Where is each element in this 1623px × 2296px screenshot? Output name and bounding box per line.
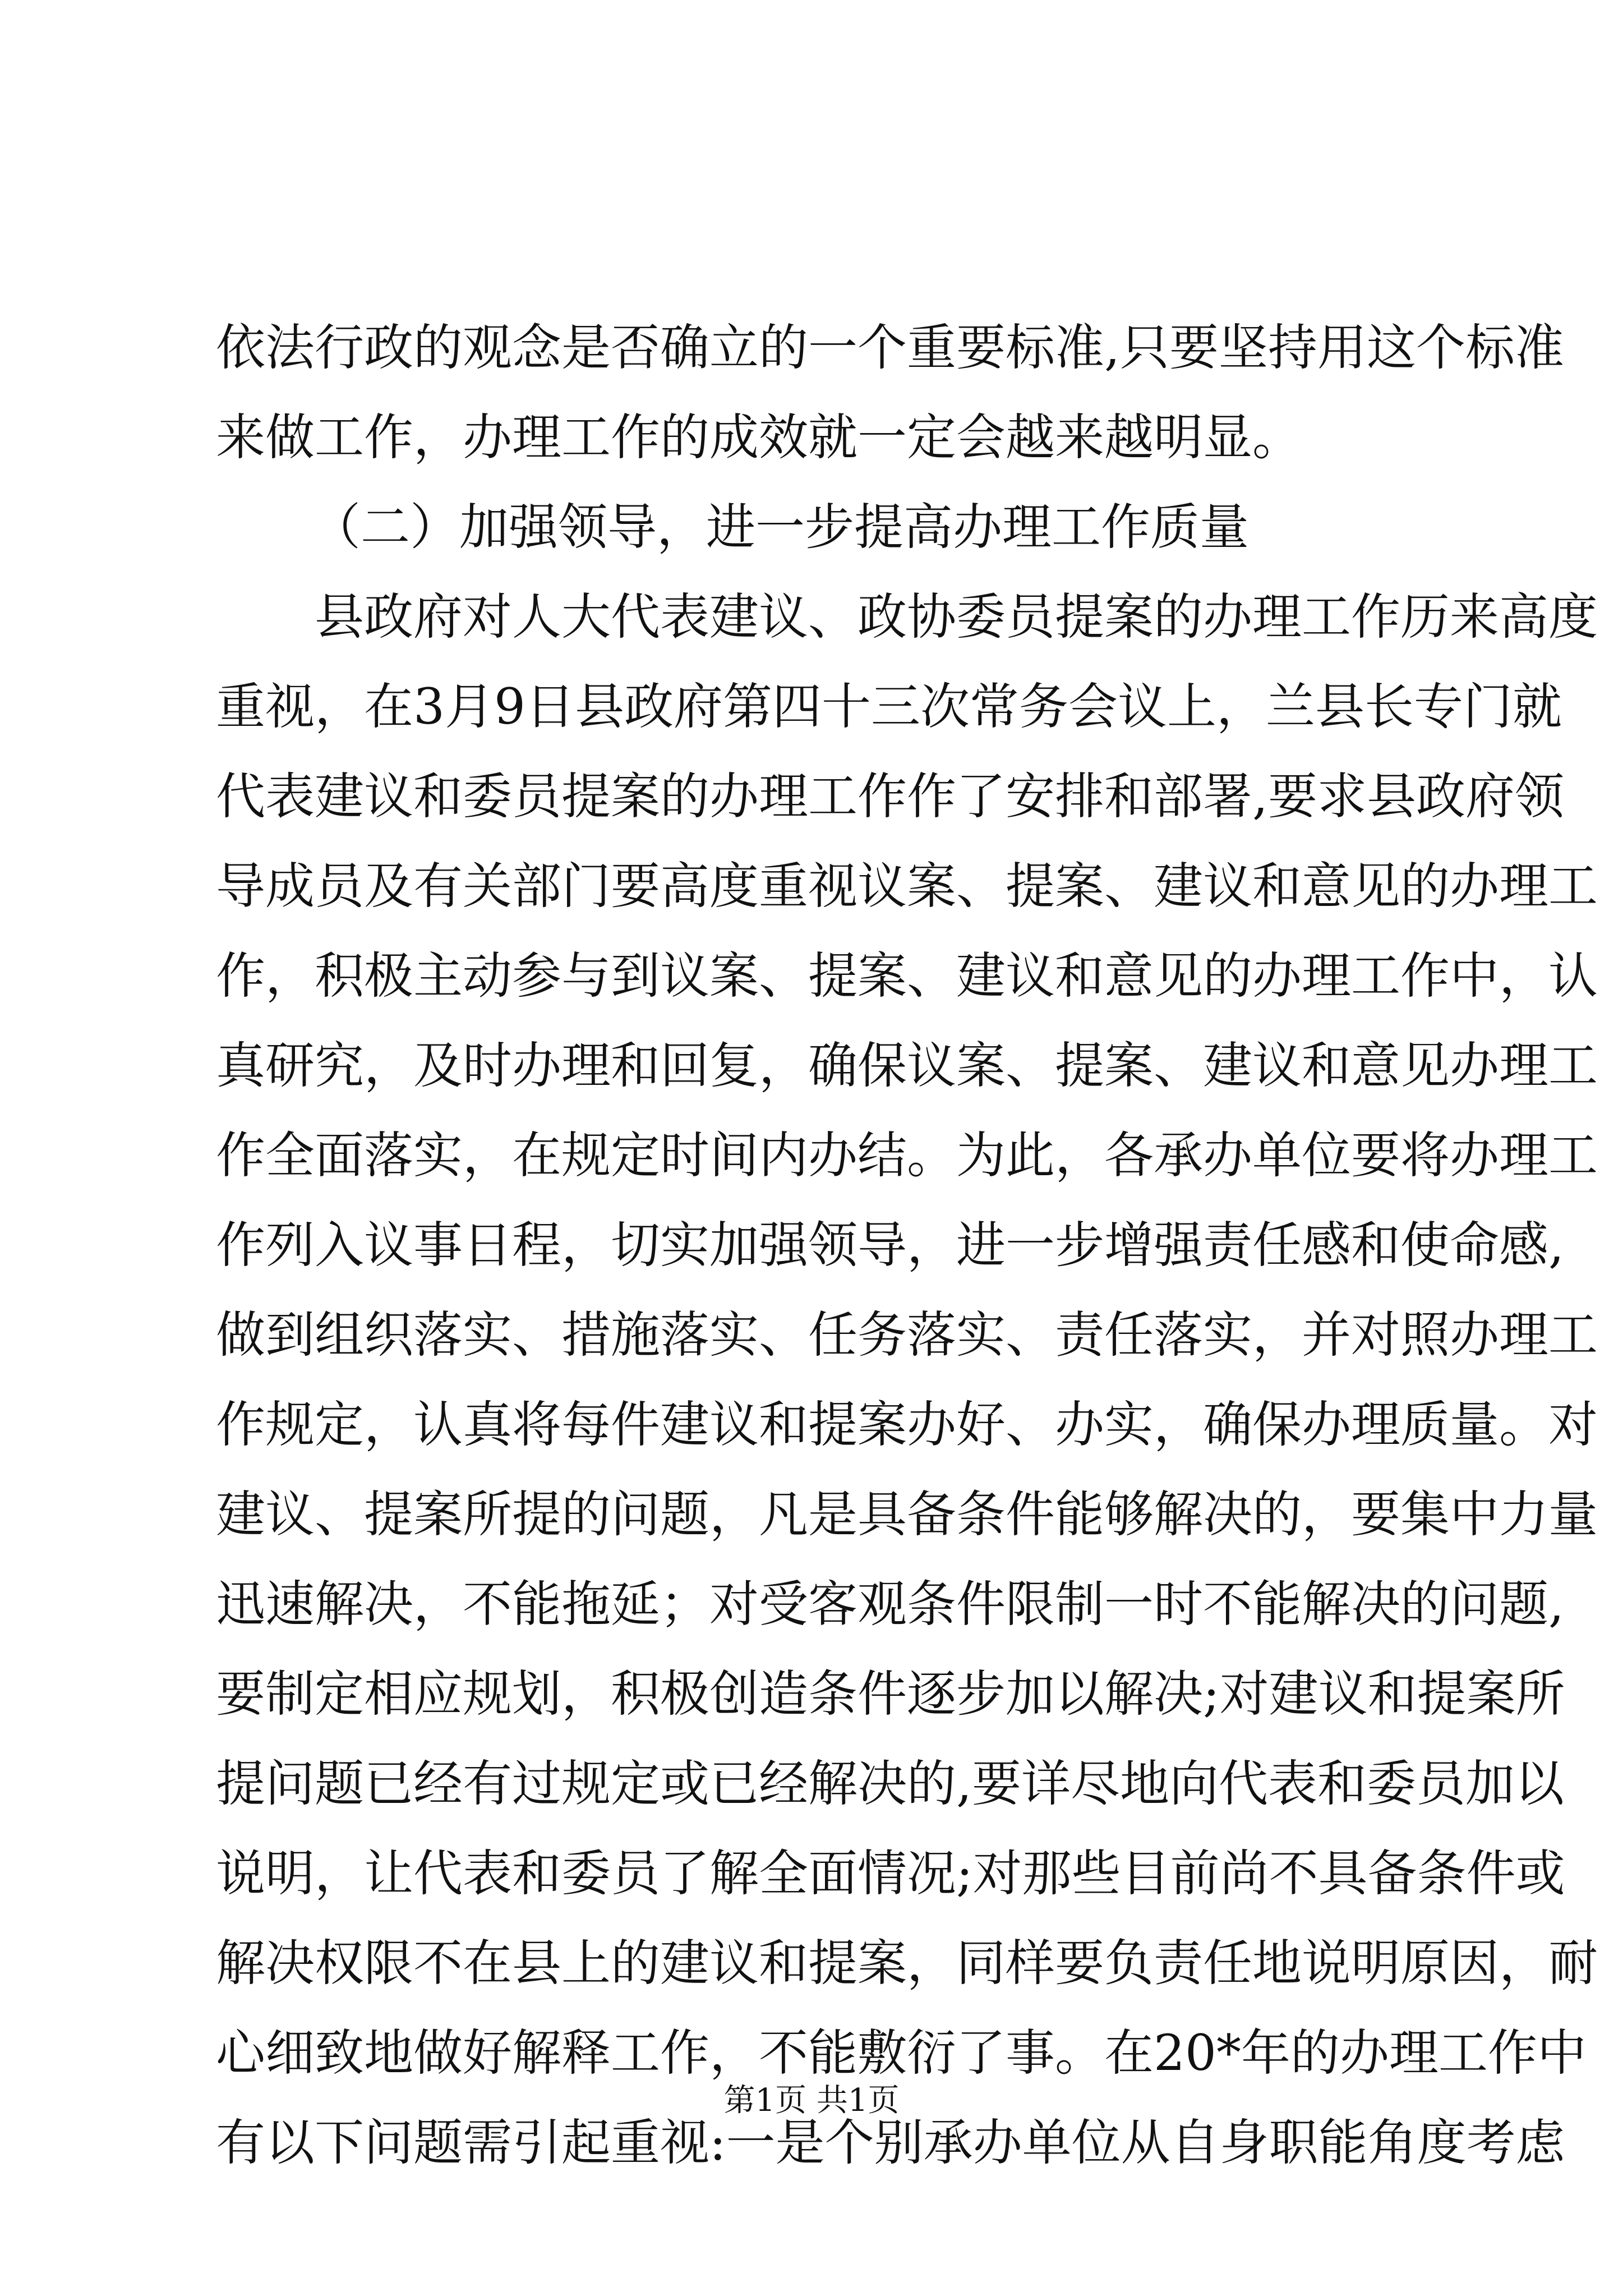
text-line: 依法行政的观念是否确立的一个重要标准,只要坚持用这个标准 xyxy=(216,319,1564,376)
text-line: 提问题已经有过规定或已经解决的,要详尽地向代表和委员加以 xyxy=(216,1755,1564,1812)
text-line: 做到组织落实、措施落实、任务落实、责任落实，并对照办理工 xyxy=(216,1306,1598,1364)
text-line: 有以下问题需引起重视:一是个别承办单位从自身职能角度考虑 xyxy=(216,2114,1565,2171)
text-line: 解决权限不在县上的建议和提案，同样要负责任地说明原因，耐 xyxy=(216,1934,1598,1992)
text-line: 真研究，及时办理和回复，确保议案、提案、建议和意见办理工 xyxy=(216,1037,1598,1094)
text-line: 建议、提案所提的问题，凡是具备条件能够解决的，要集中力量 xyxy=(216,1485,1598,1543)
text-line: 说明，让代表和委员了解全面情况;对那些目前尚不具备条件或 xyxy=(216,1844,1565,1902)
page-number-footer: 第1页 共1页 xyxy=(723,2082,900,2119)
text-line: 县政府对人大代表建议、政协委员提案的办理工作历来高度 xyxy=(216,588,1598,646)
section-heading: （二）加强领导，进一步提高办理工作质量 xyxy=(311,498,1249,556)
text-line: 作，积极主动参与到议案、提案、建议和意见的办理工作中，认 xyxy=(216,947,1598,1005)
text-line: 作全面落实，在规定时间内办结。为此，各承办单位要将办理工 xyxy=(216,1126,1598,1184)
text-line: 心细致地做好解释工作，不能敷衍了事。在20*年的办理工作中 xyxy=(216,2024,1587,2082)
text-line: 迅速解决，不能拖延；对受客观条件限制一时不能解决的问题, xyxy=(216,1575,1564,1633)
text-line: 代表建议和委员提案的办理工作作了安排和部署,要求县政府领 xyxy=(216,767,1564,825)
text-line: 导成员及有关部门要高度重视议案、提案、建议和意见的办理工 xyxy=(216,857,1598,915)
text-line: 作规定，认真将每件建议和提案办好、办实，确保办理质量。对 xyxy=(216,1396,1598,1453)
document-body xyxy=(216,303,1598,2188)
text-line: 要制定相应规划，积极创造条件逐步加以解决;对建议和提案所 xyxy=(216,1665,1565,1723)
text-line: 作列入议事日程，切实加强领导，进一步增强责任感和使命感, xyxy=(216,1216,1564,1274)
text-line: 来做工作，办理工作的成效就一定会越来越明显。 xyxy=(216,408,1302,466)
text-line: 重视，在3月9日县政府第四十三次常务会议上，兰县长专门就 xyxy=(216,678,1562,735)
